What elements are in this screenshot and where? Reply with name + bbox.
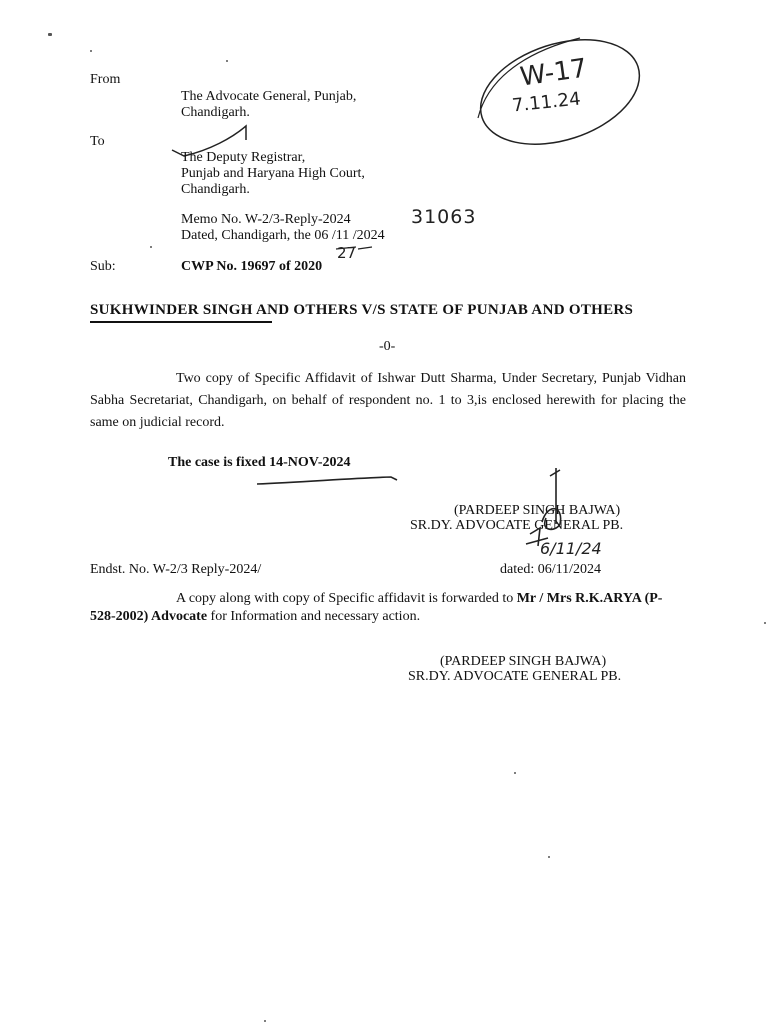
signatory-designation-1: SR.DY. ADVOCATE GENERAL PB. [410,518,624,533]
to-line-3: Chandigarh. [181,182,250,197]
from-line-2: Chandigarh. [181,105,250,120]
handwritten-signature-date: 6/11/24 [540,539,602,558]
scan-speck [548,856,550,858]
to-label: To [90,134,105,149]
scan-speck [90,50,92,52]
case-title-underline [90,321,272,323]
endorsement-paragraph [90,590,686,626]
handwritten-case-mark: 27 [337,244,357,262]
recipient-name: R.K.ARYA (P-528-2002) Advocate [90,591,663,624]
memo-dated: Dated, Chandigarh, the 06 /11 /2024 [181,228,385,243]
case-title: SUKHWINDER SINGH AND OTHERS V/S STATE OF PUNJAB AND OTHERS [90,302,634,318]
subject-label: Sub: [90,259,116,274]
scan-speck [264,1020,266,1022]
separator: -0- [379,339,396,354]
handwritten-strike [334,243,374,257]
handwritten-memo-number: 31063 [411,206,477,228]
endorsement-dated: dated: 06/11/2024 [500,562,601,577]
case-fixed-date: The case is fixed 14-NOV-2024 [168,455,351,470]
memo-number: Memo No. W-2/3-Reply-2024 [181,212,351,227]
stamp-line-1: W-17 [518,53,589,93]
scan-speck [226,60,228,62]
handwritten-underline [255,474,400,488]
scan-speck [48,33,52,36]
inward-stamp [470,30,650,155]
scan-speck [514,772,516,774]
from-line-1: The Advocate General, Punjab, [181,89,357,104]
scan-speck [764,622,766,624]
endorsement-number: Endst. No. W-2/3 Reply-2024/ [90,562,262,577]
to-line-1: The Deputy Registrar, [181,150,306,165]
stamp-line-2: 7.11.24 [511,88,582,117]
to-line-2: Punjab and Haryana High Court, [181,166,365,181]
signatory-designation-2: SR.DY. ADVOCATE GENERAL PB. [408,669,622,684]
from-label: From [90,72,121,87]
recipient-prefix: Mr / Mrs [516,591,572,606]
endorsement-text-end: for Information and necessary action. [207,609,421,624]
signatory-name-2: (PARDEEP SINGH BAJWA) [440,654,607,669]
endorsement-text-start: A copy along with copy of Specific affidavit is forwarded to [176,591,517,606]
scan-speck [150,246,152,248]
signatory-name-1: (PARDEEP SINGH BAJWA) [454,503,621,518]
subject-case: CWP No. 19697 of 2020 [181,259,323,274]
body-paragraph: Two copy of Specific Affidavit of Ishwar Dutt Sharma, Under Secretary, Punjab Vidhan Sabha Secretariat, Chandigarh, on behalf of respondent no. 1 to 3,is enclosed herewith for placing the same on judicial record. [90,371,686,430]
